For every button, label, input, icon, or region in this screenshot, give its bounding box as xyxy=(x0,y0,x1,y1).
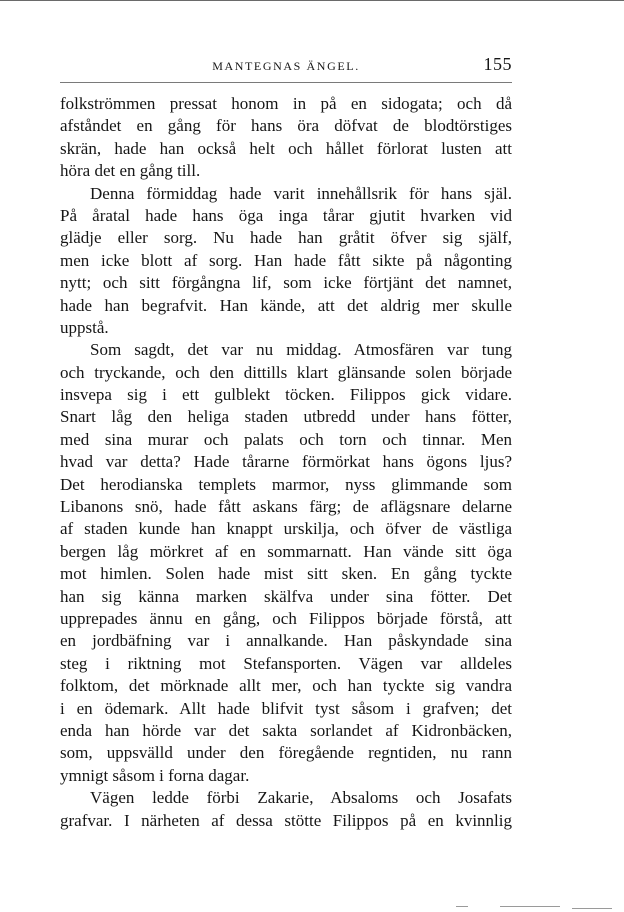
scan-mark xyxy=(572,908,612,909)
text-line: upprepades ännu en gång, och Filippos började förstå, att xyxy=(60,608,512,628)
text-line: folkströmmen pressat honom in på en sidogata; och då xyxy=(60,94,512,113)
text-line: hvad var detta? Hade tårarne förmörkat hans ögons ljus? xyxy=(60,452,512,472)
text-line: och tryckande, och den dittills klart glänsande solen började xyxy=(60,362,512,382)
running-title: MANTEGNAS ÄNGEL. xyxy=(212,59,360,73)
text-line: insvepa sig i ett gulblekt töcken. Filippos gick vidare. xyxy=(60,385,512,405)
text-line: en jordbäfning var i annalkande. Han påskyndade sina xyxy=(60,631,512,651)
text-line: glädje eller sorg. Nu hade han gråtit öfver sig själf, xyxy=(60,228,512,248)
text-line: med sina murar och palats och torn och tinnar. Men xyxy=(60,429,512,449)
scan-top-edge xyxy=(0,0,624,1)
text-line: steg i riktning mot Stefansporten. Vägen var alldeles xyxy=(60,653,512,673)
page-header xyxy=(60,54,512,78)
text-line: Det herodianska templets marmor, nyss glimmande som xyxy=(60,474,512,494)
text-line: Vägen ledde förbi Zakarie, Absaloms och Josafats xyxy=(90,788,512,808)
text-line: Som sagdt, det var nu middag. Atmosfären var tung xyxy=(90,340,512,360)
header-rule xyxy=(60,82,512,83)
page-number: 155 xyxy=(483,54,512,74)
text-line: mot himlen. Solen hade mist sitt sken. En gång tyckte xyxy=(60,564,512,584)
text-line: i en ödemark. Allt hade blifvit tyst såsom i grafven; det xyxy=(60,698,512,718)
text-line: af staden kunde han knappt urskilja, och öfver de västliga xyxy=(60,519,512,539)
text-line: uppstå. xyxy=(60,317,109,337)
text-line: afståndet en gång för hans öra döfvat de blodtörstiges xyxy=(60,116,512,136)
scan-mark xyxy=(456,906,468,907)
text-line: Denna förmiddag hade varit innehållsrik för hans själ. xyxy=(90,183,512,203)
text-line: höra det en gång till. xyxy=(60,161,201,181)
text-line: han sig känna marken skälfva under sina fötter. Det xyxy=(60,586,512,606)
scan-mark xyxy=(500,906,560,907)
text-line: skrän, hade han också helt och hållet förlorat lusten att xyxy=(60,138,512,158)
text-line: som, uppsvälld under den föregående regntiden, nu rann xyxy=(60,743,512,763)
text-line: Libanons snö, hade fått askans färg; de aflägsnare delarne xyxy=(60,497,512,517)
text-line: På åratal hade hans öga inga tårar gjutit hvarken vid xyxy=(60,205,512,225)
body-text xyxy=(60,93,512,832)
text-line: hade han begrafvit. Han kände, att det aldrig mer skulle xyxy=(60,295,512,315)
text-line: enda han hörde var det sakta sorlandet af Kidronbäcken, xyxy=(60,720,512,740)
text-line: ymnigt såsom i forna dagar. xyxy=(60,765,250,785)
text-line: folktom, det mörknade allt mer, och han tyckte sig vandra xyxy=(60,676,512,696)
text-line: nytt; och sitt förgångna lif, som icke förtjänt det namnet, xyxy=(60,273,512,293)
text-line: grafvar. I närheten af dessa stötte Filippos på en kvinnlig xyxy=(60,810,512,830)
text-line: Snart låg den heliga staden utbredd under hans fötter, xyxy=(60,407,512,427)
text-line: men icke blott af sorg. Han hade fått sikte på någonting xyxy=(60,250,512,270)
text-line: bergen låg mörkret af en sommarnatt. Han vände sitt öga xyxy=(60,541,512,561)
